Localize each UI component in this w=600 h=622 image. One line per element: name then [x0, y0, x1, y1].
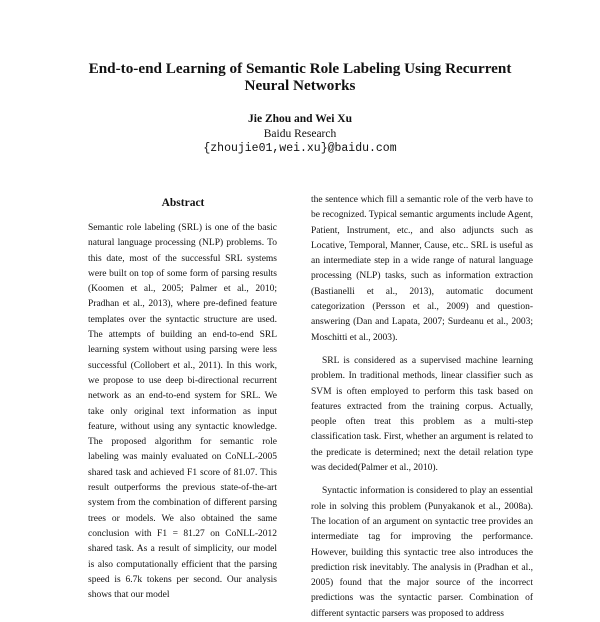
abstract-text: Semantic role labeling (SRL) is one of the basic natural language processing (NLP) problems. To this date, most of the successful SRL systems were built on top of some form of parsing results (Koomen et al., 2005; Palmer et al., 2010; Pradhan et al., 2013), where pre-defined feature templates over the syntactic structure are used. The attempts of building an end-to-end SRL learning system without using parsing were less successful (Collobert et al., 2011). In this work, we propose to use deep bi-directional recurrent network as an end-to-end system for SRL. We take only original text information as input feature, without using any syntactic knowledge. The proposed algorithm for semantic role labeling was mainly evaluated on CoNLL-2005 shared task and achieved F1 score of 81.07. This result outperforms the previous state-of-the-art system from the combination of different parsing trees or models. We also obtained the same conclusion with F1 = 81.27 on CoNLL-2012 shared task. As a result of simplicity, our model is also computationally efficient that the parsing speed is 6.7k tokens per second. Our analysis shows that our model	[88, 223, 277, 601]
author-email: {zhoujie01,wei.xu}@baidu.com	[203, 142, 397, 155]
abstract-heading: Abstract	[161, 197, 205, 209]
intro-paragraph-2: SRL is considered as a supervised machine learning problem. In traditional methods, linear classifier such as SVM is often employed to perform this task based on features extracted from the training corpus. Actually, people often treat this problem as a multi-step classification task. First, whether an argument is related to the predicate is determined; next the detail relation type was decided(Palmer et al., 2010).	[311, 355, 533, 474]
paper-authors: Jie Zhou and Wei Xu	[248, 113, 352, 125]
author-affiliation: Baidu Research	[263, 128, 337, 140]
paper-title: End-to-end Learning of Semantic Role Labeling Using Recurrent Neural Networks	[88, 60, 512, 94]
intro-paragraph-1: the sentence which fill a semantic role of the verb have to be recognized. Typical semantic arguments include Agent, Patient, Instrument, etc., and also adjuncts such as Locative, Temporal, Manner, Cause, etc.. SRL is useful as an intermediate step in a wide range of natural language processing (NLP) tasks, such as information extraction (Bastianelli et al., 2013), automatic document categorization (Persson et al., 2009) and question-answering (Dan and Lapata, 2007; Surdeanu et al., 2003; Moschitti et al., 2003).	[311, 195, 533, 343]
intro-paragraph-3: Syntactic information is considered to play an essential role in solving this problem (Punyakanok et al., 2008a). The location of an argument on syntactic tree provides an intermediate tag for improving the performance. However, building this syntactic tree also introduces the prediction risk inevitably. The analysis in (Pradhan et al., 2005) found that the major source of the incorrect predictions was the syntactic parser. Combination of different syntactic parsers was proposed to address	[311, 486, 533, 619]
abstract-column	[88, 221, 277, 603]
intro-column	[311, 193, 533, 622]
